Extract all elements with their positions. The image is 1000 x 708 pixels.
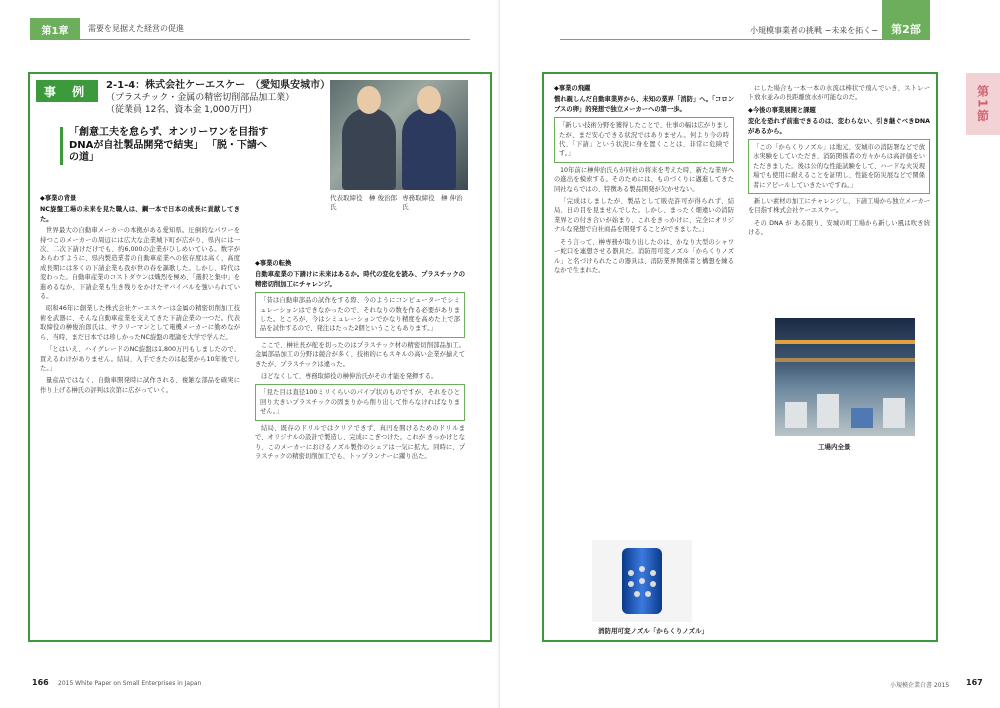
section-heading: ◆今後の事業展開と課題 xyxy=(748,106,816,114)
paragraph: ここで、榊社長が舵を切ったのはプラスチック材の精密切削部品加工。金属部品加工の分野は競合が多く、技術的にもスキルの高い企業が揃えてきたが、プラスチックは違った。 xyxy=(255,341,465,368)
case-heading xyxy=(106,80,331,116)
section-subheading: 慣れ親しんだ自動車業界から、未知の業界「消防」へ。「コロンブスの卵」的発想で独立メーカーへの第一歩。 xyxy=(554,96,734,113)
person-figure xyxy=(402,108,456,190)
paragraph: そう言って、榊専務が取り出したのは、かなり大型のシャワー蛇口を連想させる器具だ。消防用可変ノズル「からくりノズル」と名づけられたこの器具は、消防業界関係者と構想を練るなかで生まれた。 xyxy=(554,238,734,274)
caption-left: 代表取締役 榊 俊治郎 氏 xyxy=(330,194,398,211)
right-footer: 小規模企業白書 2015 xyxy=(890,682,950,689)
section-subheading: 変化を恐れず前進できるのは、変わらない、引き継ぐべきDNAがあるから。 xyxy=(748,118,930,135)
caption-right: 専務取締役 榊 伸治 氏 xyxy=(402,194,463,211)
paragraph: 世界最大の自動車メーカーの本拠がある愛知県。圧倒的なパワーを持つこのメーカーの周辺には広大な企業城下町が広がり、県内には一次、二次下請けだけでも、約6,000の企業がひしめいている。数字があらわすように、県内製造業者の自動車産業への依存度は高く、高度成長期には多くの下請企業も我が世の春を謳歌した。しかし、時代は変わった。自動車産業のコストダウンは熾烈を極め、「選択と集中」を進めるなか、下請企業も生き残りをかけたサバイバルを強いられている。 xyxy=(40,227,240,301)
paragraph: ほどなくして、専務取締役の榊伸治氏がその才能を発揮する。 xyxy=(261,373,438,381)
nozzle-figure xyxy=(622,548,662,614)
case-subtitle: （プラスチック・金属の精密切削部品加工業） xyxy=(106,93,295,103)
header-rule xyxy=(80,39,470,40)
paragraph: 昭和46年に創業した株式会社ケーエスケーは金属の精密切削加工技術を武器に、そんな自動車産業を支えてきた下請企業の一つだ。代表取締役の榊俊治郎氏は、サラリーマンとして電機メーカーに勤めながら、当時、まだ日本では珍しかったNC旋盤の理論を大学で学んだ。 xyxy=(40,305,240,341)
person-figure xyxy=(342,108,396,190)
right-page xyxy=(500,0,1000,708)
paragraph: にした場合も一本一本の水流は棒状で飛んでいき、ストレート放水並みの長距離放水が可能なのだ。 xyxy=(748,85,930,102)
left-column-2 xyxy=(255,259,465,634)
right-header-title: 小規模事業者の挑戦 −未来を拓く− xyxy=(750,26,878,35)
quote-box: 「見た目は直径100ミリくらいのパイプ状のものですが、それをひと回り大きいプラスチックの固まりから削り出して作らなければなりません。」 xyxy=(255,384,465,420)
nozzle-photo xyxy=(592,540,692,622)
right-header xyxy=(560,18,1000,40)
left-header xyxy=(0,18,470,40)
right-column-2 xyxy=(748,84,930,314)
case-headline: 「創意工夫を怠らず、オンリーワンを目指す DNAが自社製品開発で結実」 「脱・下請への道」 xyxy=(60,127,269,165)
quote-box: 「この「からくりノズル」は地元、安城市の消防署などで放水実験をしていただき、消防関係者の方々からは高評価をいただきました。後は公的な性能試験をして、ハードな火災現場でも使用に耐えることを証明し、性能を防災展などで関係者にアピールしていきたいですね。」 xyxy=(748,139,930,194)
paragraph: 新しい素材の加工にチャレンジし、下請工場から独立メーカーを目指す株式会社ケーエスケー。 xyxy=(748,198,930,215)
factory-photo-caption: 工場内全景 xyxy=(818,443,851,451)
factory-photo xyxy=(775,318,915,436)
paragraph: 10年前に榊伸治氏らが同社の将来を考えた時、新たな業界への進出を模索する。そのためには、ものづくりに邁進してきた同社ならではの、特徴ある製品開発が欠かせない。 xyxy=(554,166,734,193)
paragraph: その DNA が ある限り、安城の町工場から新しい風は吹き続ける。 xyxy=(748,219,930,237)
left-column-1 xyxy=(40,194,240,634)
executives-caption xyxy=(330,194,468,212)
executives-photo xyxy=(330,80,468,190)
paragraph: 結局、既存のドリルではクリアできず、真円を開けるためのドリルまで、オリジナルの設計で製造し、完成にこぎつけた。これが きっかけとなり、このメーカーにおけるノズル製作のシェアは一気に拡大。同時に、プラスチックの精密切削加工でも、トップランナーに躍り出た。 xyxy=(255,424,465,460)
case-label: 事 例 xyxy=(36,80,98,102)
quote-box: 「新しい技術分野を獲得したことで、仕事の幅は広がりましたが、まだ安心できる状況ではありません。何より今の時代、「下請」という状況に身を置くことは、非常に危険です。」 xyxy=(554,117,734,163)
paragraph: 量産品ではなく、自動車開発時に試作される、複雑な部品を確実に作り上げる榊氏の評判は次第に広がっていく。 xyxy=(40,377,240,394)
chapter-tab: 第1章 xyxy=(30,18,80,40)
paragraph: 「とはいえ、ハイグレードのNC旋盤は1,800万円もしましたので、買えるわけがありません。結局、入手できたのは起業から10年後でした。」 xyxy=(40,346,240,372)
part-tab: 第2部 xyxy=(882,0,930,40)
left-header-title: 需要を見据えた経営の促進 xyxy=(88,24,184,33)
section-subheading: NC旋盤工場の未来を見た職人は、鋼一本で日本の成長に貢献してきた。 xyxy=(40,206,240,223)
right-page-number: 167 xyxy=(966,678,983,687)
section-heading: ◆事業の背景 xyxy=(40,195,77,202)
case-meta: （従業員 12名、資本金 1,000万円） xyxy=(106,105,257,115)
nozzle-photo-caption: 消防用可変ノズル「からくりノズル」 xyxy=(598,627,708,635)
case-title: 2-1-4：株式会社ケーエスケー （愛知県安城市） xyxy=(106,80,331,91)
left-footer: 2015 White Paper on Small Enterprises in Japan xyxy=(58,680,202,687)
section-subheading: 自動車産業の下請けに未来はあるか。時代の変化を読み、プラスチックの精密切削加工にチャレンジ。 xyxy=(255,271,465,288)
quote-box: 「昔は自動車部品の試作をする際、今のようにコンピューターでシミュレーションはできなかったので、それなりの数を作る必要がありました。ところが、今はシミュレーションでかなり精度を高めた上で部品を試作するので、発注はたった2個ということもあります。」 xyxy=(255,292,465,338)
section-heading: ◆事業の飛躍 xyxy=(554,85,591,92)
header-rule xyxy=(560,39,885,40)
case-box-left xyxy=(28,72,492,642)
left-page-number: 166 xyxy=(32,678,49,687)
section-heading: ◆事業の転換 xyxy=(255,260,292,267)
paragraph: 「完成はしましたが、製品として販売許可が得られず、結局、日の目を見ませんでした。しかし、まったく畑違いの消防業界との付き合いが始まり、これをきっかけに、完全にオリジナルな発想で自社商品を開発することができました。」 xyxy=(554,198,734,234)
section-side-tab: 第1節 xyxy=(966,73,1000,135)
